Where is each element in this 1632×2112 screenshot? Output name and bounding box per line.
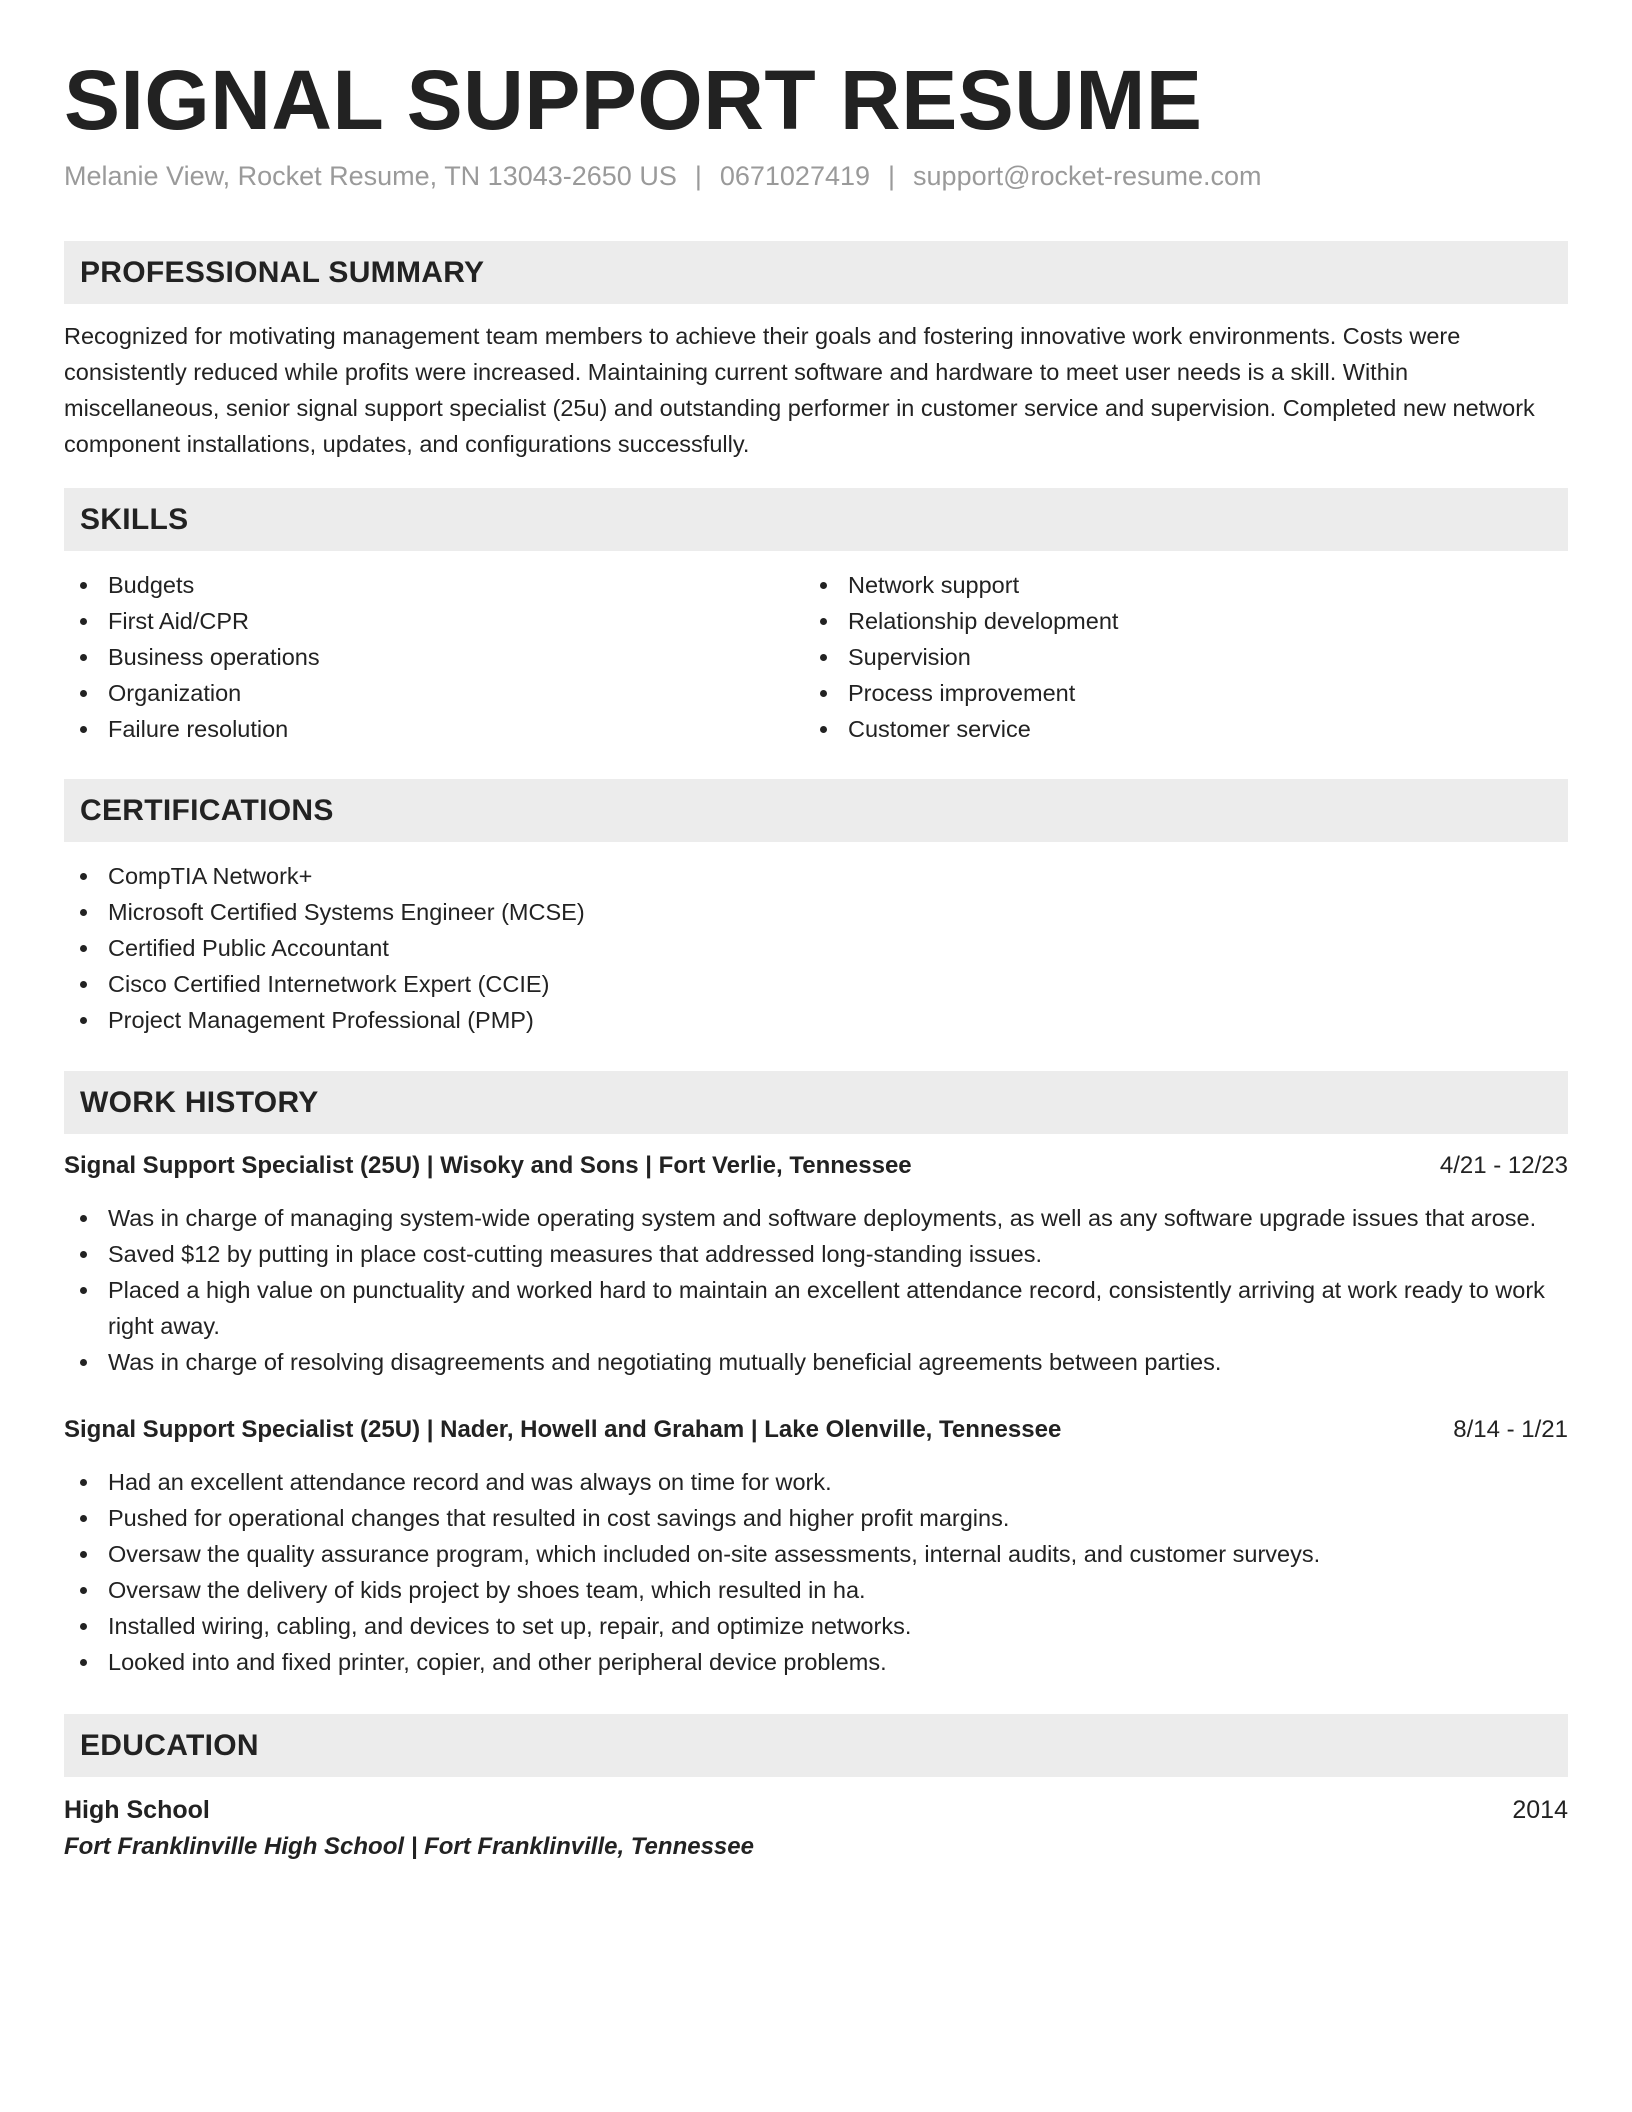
skill-item: Customer service <box>804 711 1568 747</box>
contact-phone: 0671027419 <box>719 160 871 191</box>
education-header <box>64 1791 1568 1829</box>
skill-item: Failure resolution <box>64 711 804 747</box>
certification-item: CompTIA Network+ <box>64 858 1568 894</box>
contact-line <box>64 161 1568 192</box>
certification-item: Certified Public Accountant <box>64 930 1568 966</box>
job-bullet: Placed a high value on punctuality and worked hard to maintain an excellent attendance record, consistently arriving at work ready to work right away. <box>64 1272 1568 1344</box>
contact-address: Melanie View, Rocket Resume, TN 13043-2650 US <box>64 160 677 191</box>
job-entry <box>64 1412 1568 1680</box>
skill-item: Process improvement <box>804 675 1568 711</box>
job-bullets <box>64 1464 1568 1680</box>
education-entry <box>64 1791 1568 1865</box>
skill-item: Supervision <box>804 639 1568 675</box>
job-bullets <box>64 1200 1568 1380</box>
skills-list-left <box>64 567 804 747</box>
certification-item: Cisco Certified Internetwork Expert (CCIE) <box>64 966 1568 1002</box>
job-date: 8/14 - 1/21 <box>1453 1415 1568 1443</box>
skill-item: Relationship development <box>804 603 1568 639</box>
summary-text: Recognized for motivating management team members to achieve their goals and fostering innovative work environments. Costs were consistently reduced while profits were increased. Maintaining current software and hardware to meet user needs is a skill. Within miscellaneous, senior signal support specialist (25u) and outstanding performer in customer service and supervision. Completed new network component installations, updates, and configurations successfully. <box>64 322 1535 457</box>
contact-separator: | <box>694 160 702 191</box>
contact-separator: | <box>888 160 896 191</box>
certification-item: Project Management Professional (PMP) <box>64 1002 1568 1038</box>
job-header <box>64 1412 1568 1448</box>
contact-email: support@rocket-resume.com <box>913 160 1262 191</box>
job-bullet: Saved $12 by putting in place cost-cutting measures that addressed long-standing issues. <box>64 1236 1568 1272</box>
skill-item: Organization <box>64 675 804 711</box>
job-bullet: Had an excellent attendance record and was always on time for work. <box>64 1464 1568 1500</box>
job-title: Signal Support Specialist (25U) | Nader, Howell and Graham | Lake Olenville, Tennessee <box>64 1415 1062 1443</box>
job-header <box>64 1148 1568 1184</box>
job-bullet: Looked into and fixed printer, copier, and other peripheral device problems. <box>64 1644 1568 1680</box>
education-degree: High School <box>64 1795 210 1824</box>
job-bullet: Was in charge of managing system-wide operating system and software deployments, as well as any software upgrade issues that arose. <box>64 1200 1568 1236</box>
skills-list-right <box>804 567 1568 747</box>
job-entry <box>64 1148 1568 1380</box>
section-heading-skills: SKILLS <box>64 488 1568 551</box>
job-bullet: Installed wiring, cabling, and devices to set up, repair, and optimize networks. <box>64 1608 1568 1644</box>
education-date: 2014 <box>1512 1795 1568 1824</box>
job-date: 4/21 - 12/23 <box>1439 1151 1568 1179</box>
section-heading-certifications: CERTIFICATIONS <box>64 779 1568 842</box>
education-school: Fort Franklinville High School | Fort Franklinville, Tennessee <box>64 1832 754 1860</box>
resume-title: SIGNAL SUPPORT RESUME <box>64 53 1203 147</box>
job-bullet: Oversaw the quality assurance program, which included on-site assessments, internal audits, and customer surveys. <box>64 1536 1568 1572</box>
job-bullet: Oversaw the delivery of kids project by shoes team, which resulted in ha. <box>64 1572 1568 1608</box>
job-bullet: Pushed for operational changes that resulted in cost savings and higher profit margins. <box>64 1500 1568 1536</box>
skill-item: Business operations <box>64 639 804 675</box>
skill-item: Network support <box>804 567 1568 603</box>
job-title: Signal Support Specialist (25U) | Wisoky and Sons | Fort Verlie, Tennessee <box>64 1151 912 1179</box>
skills-columns <box>64 567 1568 747</box>
certifications-list <box>64 858 1568 1038</box>
section-heading-work-history: WORK HISTORY <box>64 1071 1568 1134</box>
certification-item: Microsoft Certified Systems Engineer (MCSE) <box>64 894 1568 930</box>
skill-item: First Aid/CPR <box>64 603 804 639</box>
section-heading-summary: PROFESSIONAL SUMMARY <box>64 241 1568 304</box>
job-bullet: Was in charge of resolving disagreements and negotiating mutually beneficial agreements between parties. <box>64 1344 1568 1380</box>
skill-item: Budgets <box>64 567 804 603</box>
section-heading-education: EDUCATION <box>64 1714 1568 1777</box>
